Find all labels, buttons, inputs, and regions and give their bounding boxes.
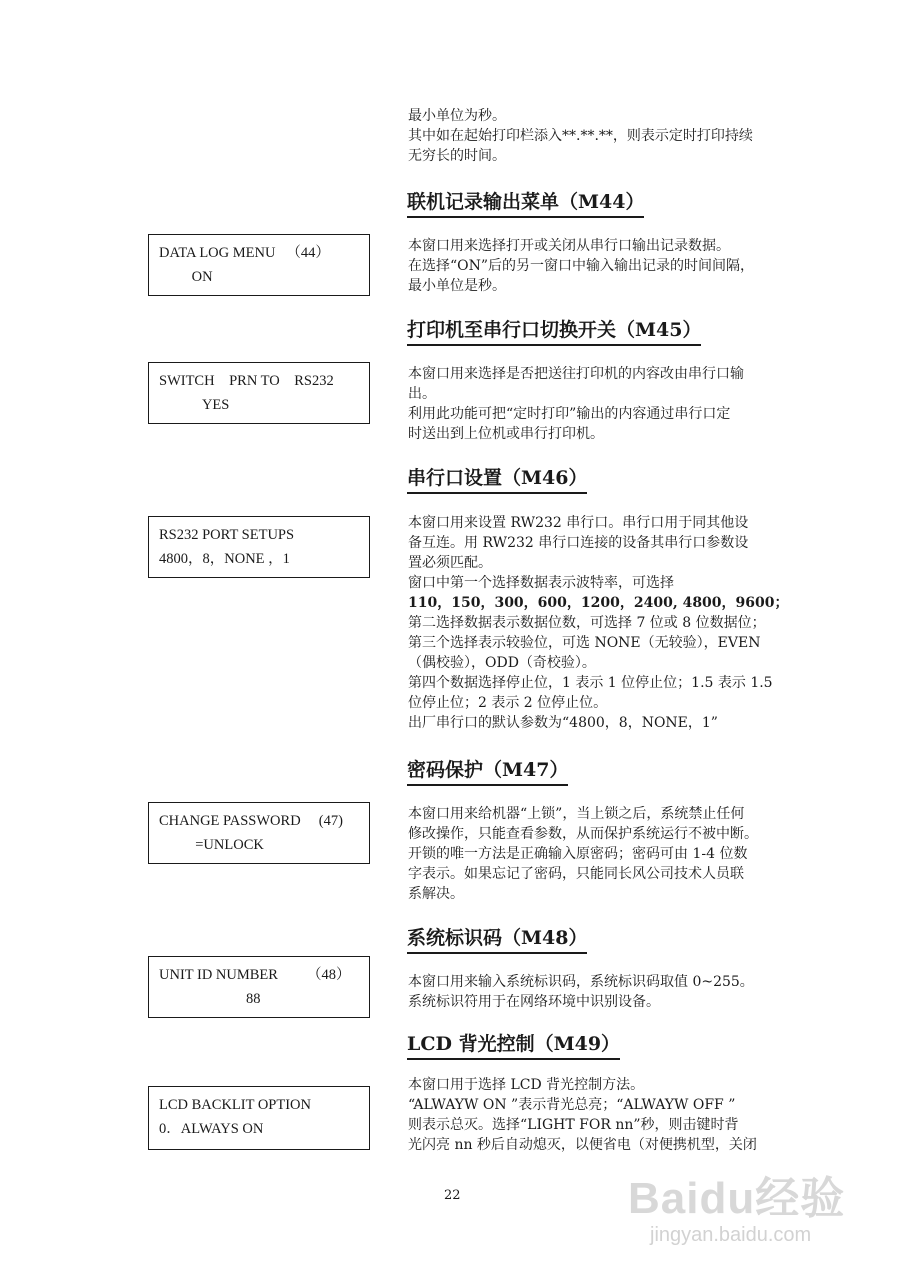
section-heading-m46: 串行口设置（M46） [407,466,587,494]
text-line: 系解决。 [408,886,464,902]
text-line: 本窗口用来选择是否把送往打印机的内容改由串行口输 [408,366,744,382]
lcd-line: ON [159,269,213,285]
section-heading-m45: 打印机至串行口切换开关（M45） [407,318,701,346]
section-heading-m48: 系统标识码（M48） [407,926,587,954]
lcd-line: RS232 PORT SETUPS [159,527,295,543]
lcd-line: 88 [159,991,261,1007]
text-line: 无穷长的时间。 [408,148,506,164]
text-line: 本窗口用来给机器“上锁”，当上锁之后，系统禁止任何 [408,806,745,822]
text-line: 利用此功能可把“定时打印”输出的内容通过串行口定 [408,406,731,422]
lcd-line: =UNLOCK [159,837,264,853]
text-line: 修改操作，只能查看参数，从而保护系统运行不被中断。 [408,826,758,842]
section-text-m48 [408,972,798,1012]
section-text-m44 [408,236,798,296]
text-line: 光闪亮 nn 秒后自动熄灭，以便省电（对便携机型，关闭 [408,1137,757,1153]
lcd-display-m48 [148,956,370,1018]
text-line: 其中如在起始打印栏添入**.**.**，则表示定时打印持续 [408,128,753,144]
section-text-m46 [408,513,798,733]
section-heading-m47: 密码保护（M47） [407,758,568,786]
text-line: 第四个数据选择停止位，1 表示 1 位停止位；1.5 表示 1.5 [408,675,773,691]
watermark-logo: Baidu经验 [628,1174,846,1223]
text-line: 最小单位为秒。 [408,108,506,124]
section-text-m49 [408,1075,798,1155]
lcd-display-m46 [148,516,370,578]
text-line: 窗口中第一个选择数据表示波特率，可选择 [408,575,674,591]
page-number: 22 [444,1188,461,1203]
text-line: 字表示。如果忘记了密码，只能同长风公司技术人员联 [408,866,744,882]
section-text-m47 [408,804,798,904]
text-line: 时送出到上位机或串行打印机。 [408,426,604,442]
section-heading-m44: 联机记录输出菜单（M44） [407,190,644,218]
text-line: 则表示总灭。选择“LIGHT FOR nn”秒，则击键时背 [408,1117,739,1133]
text-line: （偶校验），ODD（奇校验）。 [408,655,596,671]
text-line: 开锁的唯一方法是正确输入原密码；密码可由 1-4 位数 [408,846,748,862]
text-line: 本窗口用来设置 RW232 串行口。串行口用于同其他设 [408,515,749,531]
section-heading-m49: LCD 背光控制（M49） [407,1032,620,1060]
lcd-line: YES [159,397,230,413]
lcd-line: UNIT ID NUMBER （48） [159,967,351,983]
lcd-display-m47 [148,802,370,864]
lcd-display-m45 [148,362,370,424]
lcd-line: 0．ALWAYS ON [159,1121,264,1137]
section-text-m45 [408,364,798,444]
text-line: 备互连。用 RW232 串行口连接的设备其串行口参数设 [408,535,749,551]
lcd-line: DATA LOG MENU （44） [159,245,330,261]
text-line: 本窗口用来选择打开或关闭从串行口输出记录数据。 [408,238,730,254]
watermark-url: jingyan.baidu.com [650,1224,812,1246]
lcd-line: SWITCH PRN TO RS232 [159,373,334,389]
text-line: 出。 [408,386,436,402]
text-line: 第三个选择表示较验位，可选 NONE（无较验），EVEN [408,635,761,651]
text-line: 本窗口用于选择 LCD 背光控制方法。 [408,1077,645,1093]
text-line: 在选择“ON”后的另一窗口中输入输出记录的时间间隔， [408,258,755,274]
intro-paragraph [408,106,798,166]
lcd-display-m49 [148,1086,370,1150]
lcd-display-m44 [148,234,370,296]
text-line: 置必须匹配。 [408,555,492,571]
text-line: “ALWAYW ON ”表示背光总亮；“ALWAYW OFF ” [408,1097,736,1113]
text-line: 本窗口用来输入系统标识码，系统标识码取值 0~255。 [408,974,754,990]
text-line: 第二选择数据表示数据位数，可选择 7 位或 8 位数据位； [408,615,766,631]
text-line: 最小单位是秒。 [408,278,506,294]
text-line-baud-rates: 110，150，300，600，1200，2400, 4800，9600； [408,595,789,611]
text-line: 系统标识符用于在网络环境中识别设备。 [408,994,660,1010]
text-line: 位停止位；2 表示 2 位停止位。 [408,695,608,711]
lcd-line: CHANGE PASSWORD (47) [159,813,343,829]
lcd-line: 4800，8，NONE ，1 [159,551,290,567]
text-line: 出厂串行口的默认参数为“4800，8，NONE，1” [408,715,718,731]
lcd-line: LCD BACKLIT OPTION [159,1097,311,1113]
baidu-jingyan-watermark [628,1162,898,1272]
